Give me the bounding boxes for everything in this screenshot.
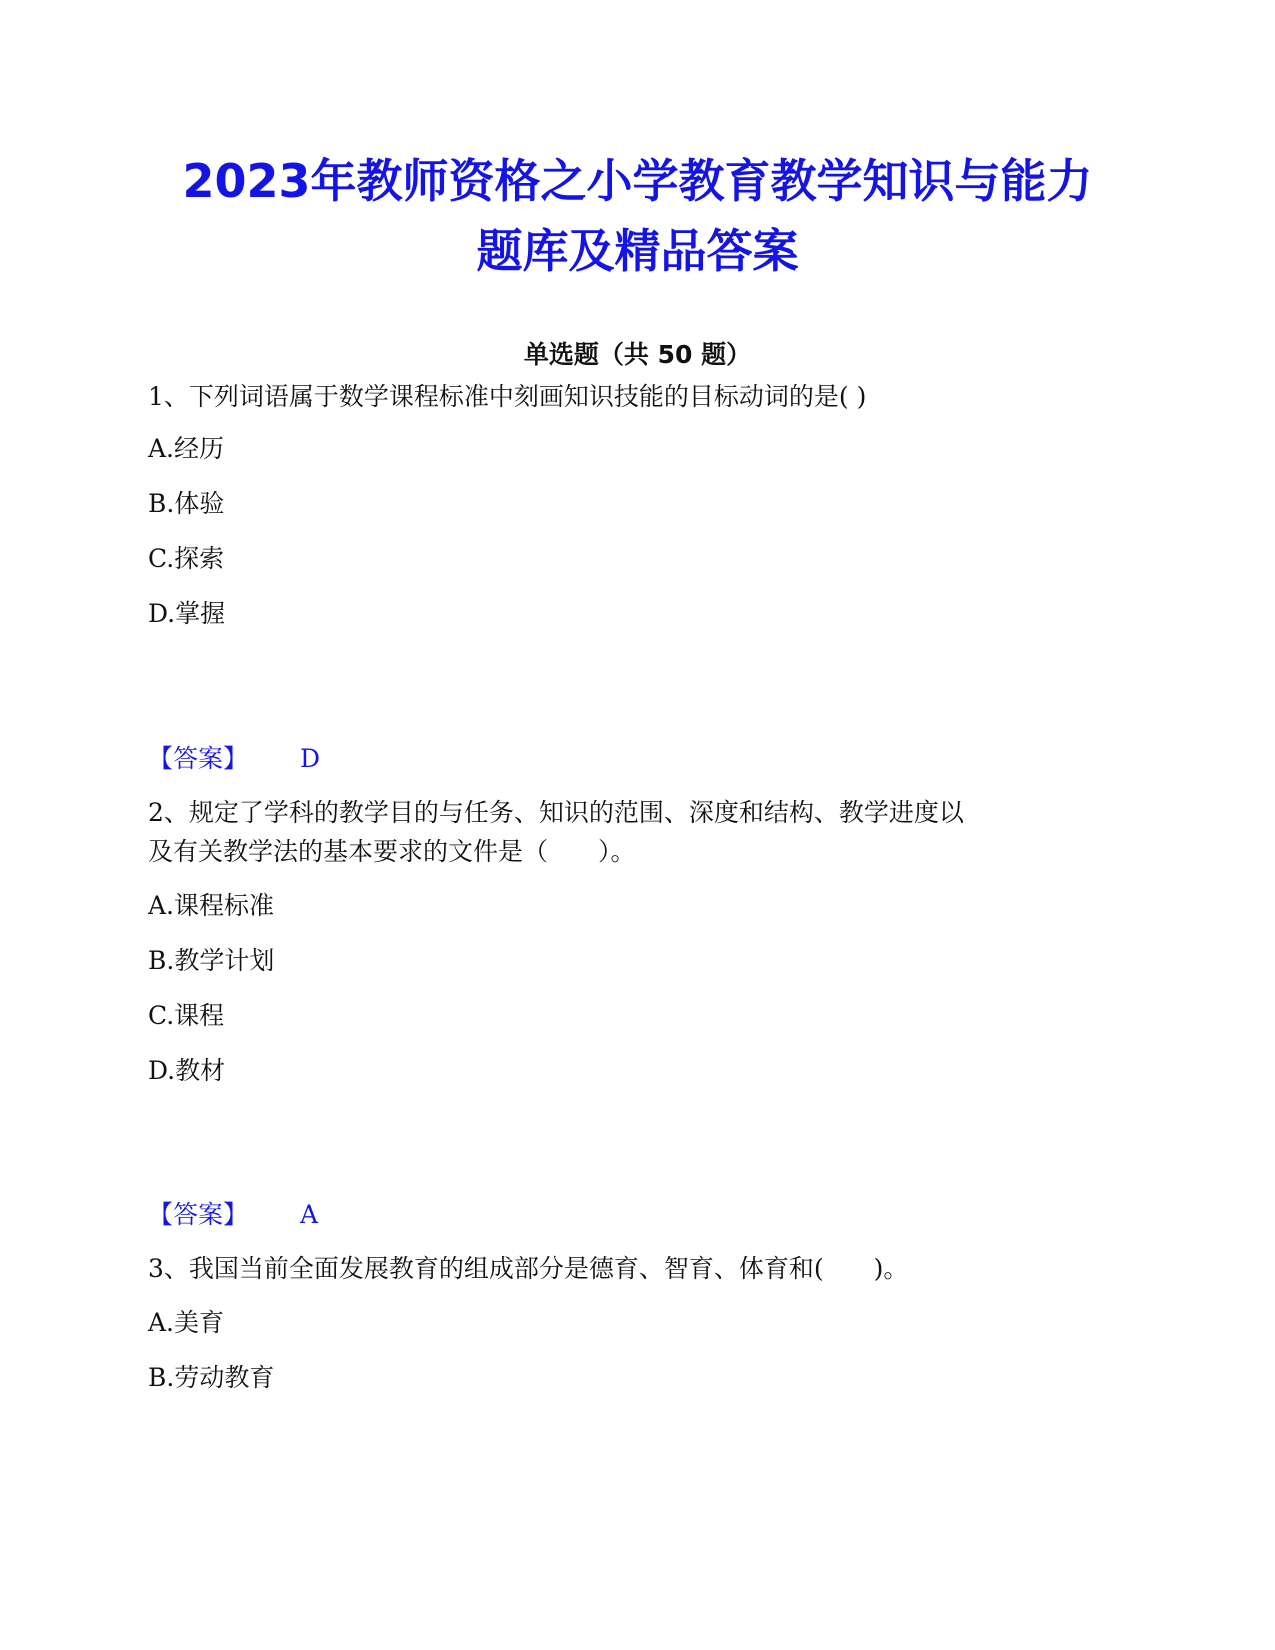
question-2-stem-line-1: 2、规定了学科的教学目的与任务、知识的范围、深度和结构、教学进度以 xyxy=(148,798,964,827)
question-2-stem-line-2: 及有关教学法的基本要求的文件是（ ）。 xyxy=(148,837,636,866)
question-1-option-d: D.掌握 xyxy=(148,599,226,628)
question-1-option-b: B.体验 xyxy=(148,489,225,518)
question-1-answer xyxy=(148,742,320,776)
question-2-option-a: A.课程标准 xyxy=(148,891,275,920)
question-2-option-b: B.教学计划 xyxy=(148,946,275,975)
document-title-line-2: 题库及精品答案 xyxy=(476,224,799,278)
document-title-line-1: 2023年教师资格之小学教育教学知识与能力 xyxy=(182,154,1093,208)
section-heading: 单选题（共 50 题） xyxy=(523,340,752,369)
question-1-option-a: A.经历 xyxy=(148,434,225,463)
answer-label: 【答案】 xyxy=(148,1200,249,1229)
question-1-stem: 1、下列词语属于数学课程标准中刻画知识技能的目标动词的是( ) xyxy=(148,382,867,411)
answer-value: D xyxy=(300,744,321,773)
question-3-option-b: B.劳动教育 xyxy=(148,1363,275,1392)
question-1-option-c: C.探索 xyxy=(148,544,225,573)
question-2-answer xyxy=(148,1198,318,1232)
question-3-stem: 3、我国当前全面发展教育的组成部分是德育、智育、体育和( )。 xyxy=(148,1254,909,1283)
question-3-option-a: A.美育 xyxy=(148,1308,225,1337)
question-2-option-c: C.课程 xyxy=(148,1001,225,1030)
answer-value: A xyxy=(300,1200,319,1229)
question-2-option-d: D.教材 xyxy=(148,1056,226,1085)
answer-label: 【答案】 xyxy=(148,744,249,773)
